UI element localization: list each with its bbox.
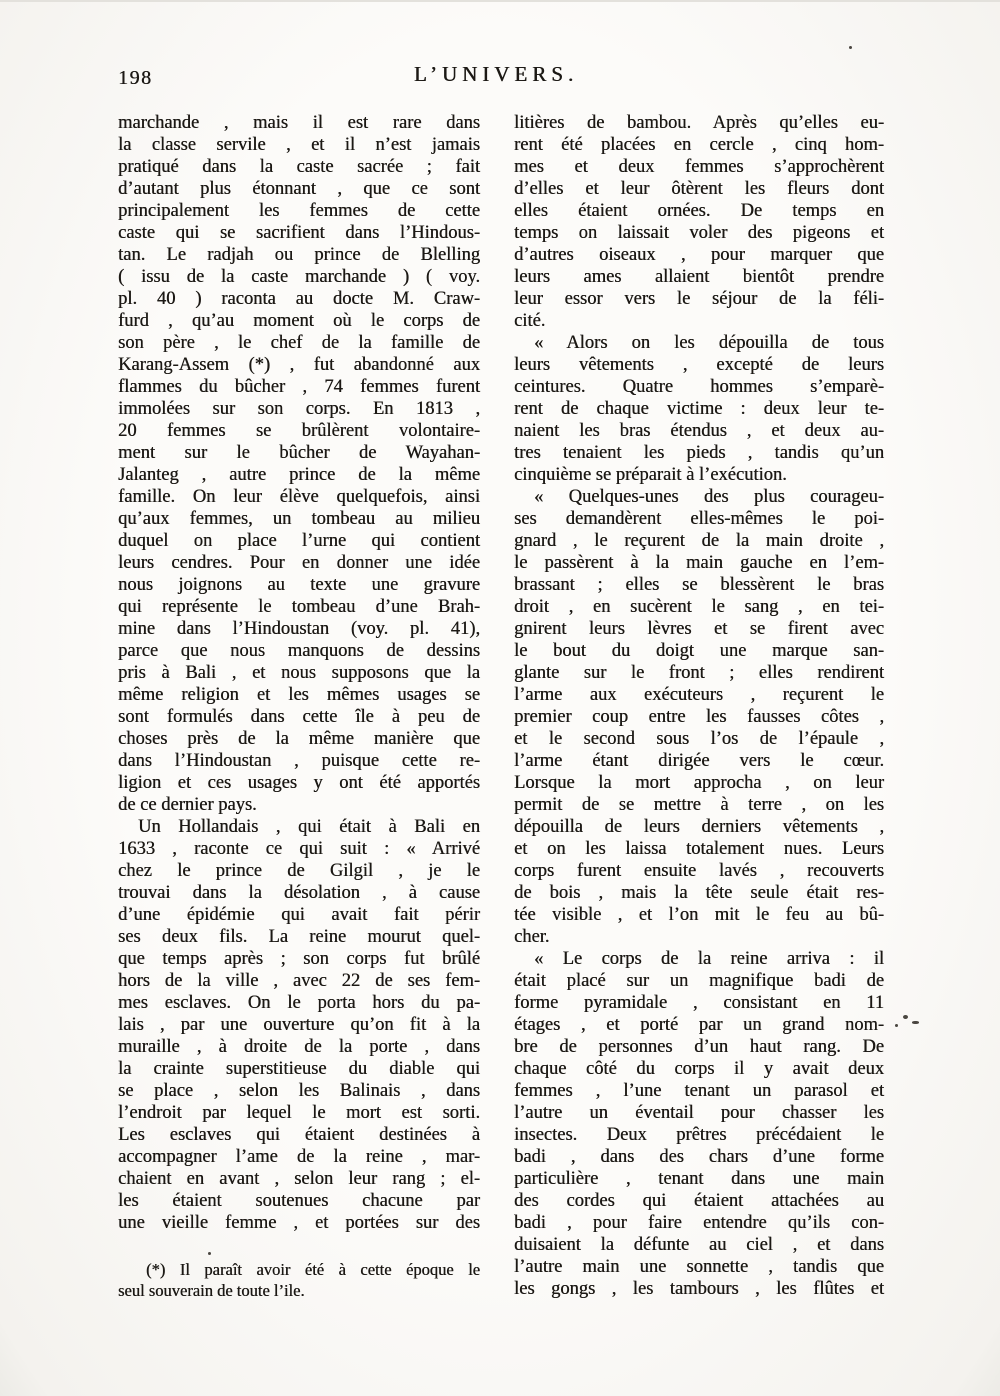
text-line: Lorsque la mort approcha , on leur [514,773,884,793]
text-line: cinquième se préparait à l’exécution. [514,465,787,485]
text-line: d’une épidémie qui avait fait périr [118,905,480,925]
text-line: trouvai dans la désolation , à cause [118,883,480,903]
text-line: badi , dans des chars d’une forme [514,1147,884,1167]
text-line: l’arme étant dirigée vers le cœur. [514,751,884,771]
text-line: Les esclaves qui étaient destinées à [118,1125,480,1145]
text-line: de ce dernier pays. [118,795,257,815]
text-line: mine dans l’Hindoustan (voy. pl. 41), [118,619,480,639]
scan-speck [208,1252,211,1255]
text-line: et le second sous l’os de l’épaule , [514,729,884,749]
text-line: permit de se mettre à terre , on les [514,795,884,815]
text-line: les gongs , les tambours , les flûtes et [514,1279,884,1299]
text-line: ( issu de la caste marchande ) ( voy. [118,267,480,287]
scan-speck [849,46,852,49]
text-line: tan. Le radjah ou prince de Blelling [118,245,480,265]
text-line: rent été placées en cercle , cinq hom- [514,135,884,155]
text-line: badi , pour faire entendre qu’ils con- [514,1213,884,1233]
text-line: choses près de la même manière que [118,729,480,749]
scan-speck [903,1015,908,1019]
page-header [118,62,874,92]
text-line: pris à Bali , et nous supposons que la [118,663,480,683]
text-line: d’elles et leur ôtèrent les fleurs dont [514,179,884,199]
text-line: ligion et ces usages y ont été apportés [118,773,480,793]
text-line: mes esclaves. On le porta hors du pa- [118,993,480,1013]
text-line: flammes du bûcher , 74 femmes furent [118,377,480,397]
text-line: furd , qu’au moment où le corps de [118,311,480,331]
text-line: dépouilla de leurs derniers vêtements , [514,817,884,837]
text-line: rent de chaque victime : deux leur te- [514,399,884,419]
text-line: et on les laissa totalement nues. Leurs [514,839,884,859]
footnote [118,1259,480,1301]
text-line: bre de personnes d’un haut rang. De [514,1037,884,1057]
text-line: l’endroit par lequel le mort est sorti. [118,1103,480,1123]
text-line: naient les bras étendus , et deux au- [514,421,884,441]
text-line: dans l’Hindoustan , puisque cette re- [118,751,480,771]
right-column [514,112,884,1300]
text-line: pl. 40 ) raconta au docte M. Craw- [118,289,480,309]
text-line: 1633 , raconte ce qui suit : « Arrivé [118,839,480,859]
scan-speck [895,1024,898,1027]
text-line: se place , selon les Balinais , dans [118,1081,480,1101]
text-line: forme pyramidale , consistant en 11 [514,993,884,1013]
text-line: hors de la ville , avec 22 de ses fem- [118,971,480,991]
text-line: nous joignons au texte une gravure [118,575,480,595]
text-line: d’autant plus étonnant , que ce sont [118,179,480,199]
text-line: leurs cendres. Pour en donner une idée [118,553,480,573]
text-line: le bout du doigt une marque san- [514,641,884,661]
text-line: mes et deux femmes s’approchèrent [514,157,884,177]
text-line: 20 femmes se brûlèrent volontaire- [118,421,480,441]
text-line: des cordes qui étaient attachées au [514,1191,884,1211]
text-line: lais , par une ouverture qu’on fit à la [118,1015,480,1035]
scan-speck [912,1021,919,1024]
text-line: marchande , mais il est rare dans [118,113,480,133]
text-line: duquel on place l’urne qui contient [118,531,480,551]
text-line: ses demandèrent elles-mêmes le poi- [514,509,884,529]
text-line: son père , le chef de la famille de [118,333,480,353]
text-line: Karang-Assem (*) , fut abandonné aux [118,355,480,375]
text-line: de bois , mais la tête seule était res- [514,883,884,903]
text-line: tée visible , et l’on mit le feu au bû- [514,905,884,925]
text-line: principalement les femmes de cette [118,201,480,221]
text-line: une vieille femme , et portées sur des [118,1213,480,1233]
left-column-text [118,112,480,1234]
text-line: cité. [514,311,546,331]
text-line: seul souverain de toute l’ile. [118,1281,305,1300]
text-line: ses deux fils. La reine mourut quel- [118,927,480,947]
text-line: Un Hollandais , qui était à Bali en [138,817,480,837]
text-line: leurs ames allaient bientôt prendre [514,267,884,287]
text-line: leur essor vers le séjour de la féli- [514,289,884,309]
text-line: étages , et porté par un grand nom- [514,1015,884,1035]
text-line: le passèrent à la main gauche en l’em- [514,553,884,573]
text-line: accompagner l’ame de la reine , mar- [118,1147,480,1167]
text-line: temps on laissait voler des pigeons et [514,223,884,243]
text-line: insectes. Deux prêtres précédaient le [514,1125,884,1145]
text-line: gnard , le reçurent de la main droite , [514,531,884,551]
text-line: « Alors on les dépouilla de tous [534,333,884,353]
text-line: l’arme aux exécuteurs , reçurent le [514,685,884,705]
text-line: duisaient la défunte au ciel , et dans [514,1235,884,1255]
text-line: d’autres oiseaux , pour marquer que [514,245,884,265]
text-line: qu’aux femmes, un tombeau au milieu [118,509,480,529]
text-line: que temps après ; son corps fut brûlé [118,949,480,969]
text-line: « Le corps de la reine arriva : il [534,949,884,969]
text-line: les étaient soutenues chacune par [118,1191,480,1211]
text-line: pratiqué dans la caste sacrée ; fait [118,157,480,177]
text-line: tres tenaient les pieds , tandis qu’un [514,443,884,463]
text-line: brassant ; elles se blessèrent le bras [514,575,884,595]
text-line: qui représente le tombeau d’une Brah- [118,597,480,617]
text-line: parce que nous manquons de dessins [118,641,480,661]
text-line: (*) Il paraît avoir été à cette époque le [146,1260,480,1279]
text-line: femmes , l’une tenant un parasol et [514,1081,884,1101]
text-line: ceintures. Quatre hommes s’emparè- [514,377,884,397]
text-line: droit , en sucèrent le sang , en tei- [514,597,884,617]
text-line: premier coup entre les fausses côtes , [514,707,884,727]
text-line: ment sur le bûcher de Wayahan- [118,443,480,463]
text-line: l’autre main une sonnette , tandis que [514,1257,884,1277]
text-line: glante sur le front ; elles rendirent [514,663,884,683]
page-number: 198 [118,67,153,89]
running-title: L’UNIVERS. [413,62,579,86]
right-column-text [514,112,884,1300]
text-line: était placé sur un magnifique badi de [514,971,884,991]
text-line: immolées sur son corps. En 1813 , [118,399,480,419]
text-line: corps furent ensuite lavés , recouverts [514,861,884,881]
text-line: chez le prince de Gilgil , je le [118,861,480,881]
text-line: la classe servile , et il n’est jamais [118,135,480,155]
text-line: leurs vêtements , excepté de leurs [514,355,884,375]
text-line: sont formulés dans cette île à peu de [118,707,480,727]
text-line: particulière , tenant dans une main [514,1169,884,1189]
text-line: chaient en avant , selon leur rang ; el- [118,1169,480,1189]
text-line: cher. [514,927,550,947]
text-line: litières de bambou. Après qu’elles eu- [514,113,884,133]
text-line: la crainte superstitieuse du diable qui [118,1059,480,1079]
text-line: elles étaient ornées. De temps en [514,201,884,221]
text-line: gnirent leurs lèvres et se firent avec [514,619,884,639]
text-line: l’autre un éventail pour chasser les [514,1103,884,1123]
text-line: « Quelques-unes des plus courageu- [534,487,884,507]
text-line: caste qui se sacrifient dans l’Hindous- [118,223,480,243]
left-column [118,112,480,1301]
text-line: même religion et les mêmes usages se [118,685,480,705]
text-line: chaque côté du corps il y avait deux [514,1059,884,1079]
text-line: Jalanteg , autre prince de la même [118,465,480,485]
text-line: famille. On leur élève quelquefois, ainsi [118,487,480,507]
text-line: muraille , à droite de la porte , dans [118,1037,480,1057]
